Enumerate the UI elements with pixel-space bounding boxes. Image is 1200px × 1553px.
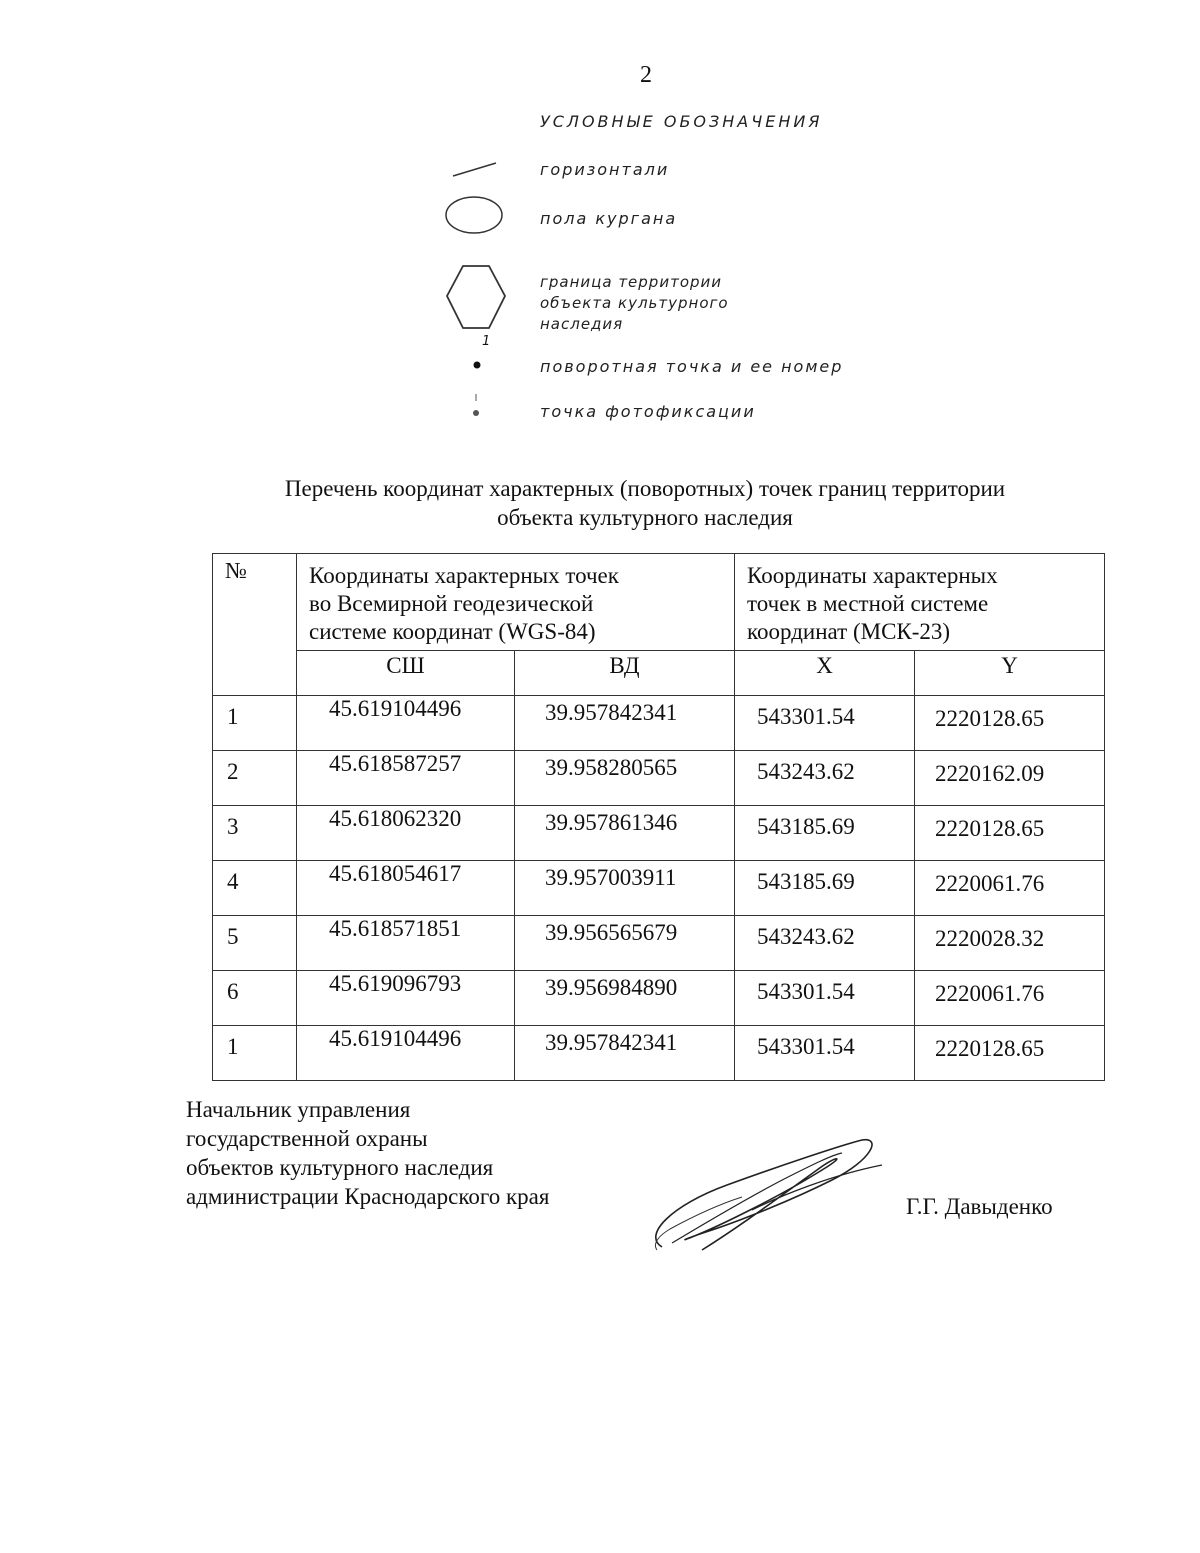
table-row bbox=[213, 696, 1105, 751]
cell-y: 2220028.32 bbox=[915, 916, 1105, 971]
cell-y: 2220128.65 bbox=[915, 806, 1105, 861]
cell-x: 543185.69 bbox=[735, 806, 915, 861]
cell-longitude: 39.958280565 bbox=[515, 751, 735, 806]
cell-number: 1 bbox=[213, 1026, 297, 1081]
header-number: № bbox=[213, 554, 297, 696]
cell-latitude: 45.619096793 bbox=[297, 971, 515, 1026]
table-row bbox=[213, 751, 1105, 806]
legend-label-photo-point: точка фотофиксации bbox=[540, 402, 756, 421]
cell-latitude: 45.618571851 bbox=[297, 916, 515, 971]
cell-y: 2220128.65 bbox=[915, 696, 1105, 751]
wgs-header-line: Координаты характерных точек bbox=[309, 563, 619, 588]
cell-longitude: 39.956984890 bbox=[515, 971, 735, 1026]
header-y: Y bbox=[915, 651, 1105, 696]
turning-point-number: 1 bbox=[482, 334, 491, 349]
cell-y: 2220128.65 bbox=[915, 1026, 1105, 1081]
cell-latitude: 45.618587257 bbox=[297, 751, 515, 806]
table-subheader-row bbox=[213, 651, 1105, 696]
cell-latitude: 45.619104496 bbox=[297, 1026, 515, 1081]
handwritten-signature bbox=[632, 1125, 902, 1265]
page-number: 2 bbox=[640, 62, 652, 88]
boundary-label-line-2: объекта культурного bbox=[540, 294, 729, 312]
mound-ellipse-icon bbox=[442, 193, 506, 237]
cell-x: 543301.54 bbox=[735, 696, 915, 751]
table-row bbox=[213, 916, 1105, 971]
boundary-label-line-1: граница территории bbox=[540, 273, 723, 291]
heading-line-1: Перечень координат характерных (поворотных) точек границ территории bbox=[284, 476, 1006, 501]
header-msk23-group bbox=[735, 554, 1105, 651]
wgs-header-line: системе координат (WGS-84) bbox=[309, 619, 596, 644]
contour-line-icon bbox=[450, 160, 500, 180]
coordinates-heading bbox=[200, 474, 1090, 532]
signatory-title-line: администрации Краснодарского края bbox=[186, 1184, 550, 1209]
cell-latitude: 45.619104496 bbox=[297, 696, 515, 751]
cell-longitude: 39.957861346 bbox=[515, 806, 735, 861]
cell-x: 543243.62 bbox=[735, 751, 915, 806]
msk-header-line: Координаты характерных bbox=[747, 563, 998, 588]
header-wgs84-group bbox=[297, 554, 735, 651]
signatory-title-line: объектов культурного наследия bbox=[186, 1155, 494, 1180]
cell-longitude: 39.956565679 bbox=[515, 916, 735, 971]
signatory-title-line: Начальник управления bbox=[186, 1097, 411, 1122]
table-header-row bbox=[213, 554, 1105, 651]
turning-point-icon bbox=[470, 358, 484, 372]
cell-x: 543301.54 bbox=[735, 971, 915, 1026]
legend-title: УСЛОВНЫЕ ОБОЗНАЧЕНИЯ bbox=[540, 112, 823, 131]
photo-point-icon bbox=[469, 392, 483, 422]
signatory-name: Г.Г. Давыденко bbox=[906, 1194, 1053, 1219]
cell-latitude: 45.618054617 bbox=[297, 861, 515, 916]
cell-longitude: 39.957842341 bbox=[515, 1026, 735, 1081]
legend-label-contours: горизонтали bbox=[540, 160, 670, 179]
cell-x: 543243.62 bbox=[735, 916, 915, 971]
cell-longitude: 39.957842341 bbox=[515, 696, 735, 751]
cell-number: 6 bbox=[213, 971, 297, 1026]
boundary-label-line-3: наследия bbox=[540, 315, 624, 333]
msk-header-line: координат (МСК-23) bbox=[747, 619, 951, 644]
cell-y: 2220061.76 bbox=[915, 861, 1105, 916]
cell-number: 4 bbox=[213, 861, 297, 916]
cell-number: 5 bbox=[213, 916, 297, 971]
cell-x: 543185.69 bbox=[735, 861, 915, 916]
coordinates-table-body bbox=[213, 696, 1105, 1081]
table-row bbox=[213, 861, 1105, 916]
legend-label-turning-point: поворотная точка и ее номер bbox=[540, 357, 844, 376]
table-row bbox=[213, 806, 1105, 861]
heading-line-2: объекта культурного наследия bbox=[497, 505, 793, 530]
hexagon-boundary-icon bbox=[443, 262, 509, 332]
cell-number: 1 bbox=[213, 696, 297, 751]
cell-number: 2 bbox=[213, 751, 297, 806]
header-latitude: СШ bbox=[297, 651, 515, 696]
cell-x: 543301.54 bbox=[735, 1026, 915, 1081]
cell-y: 2220162.09 bbox=[915, 751, 1105, 806]
signatory-title bbox=[186, 1095, 549, 1211]
msk-header-line: точек в местной системе bbox=[747, 591, 989, 616]
cell-y: 2220061.76 bbox=[915, 971, 1105, 1026]
cell-longitude: 39.957003911 bbox=[515, 861, 735, 916]
table-row bbox=[213, 1026, 1105, 1081]
table-row bbox=[213, 971, 1105, 1026]
header-x: X bbox=[735, 651, 915, 696]
signatory-title-line: государственной охраны bbox=[186, 1126, 428, 1151]
wgs-header-line: во Всемирной геодезической bbox=[309, 591, 594, 616]
cell-number: 3 bbox=[213, 806, 297, 861]
legend-label-mound: пола кургана bbox=[540, 209, 678, 228]
coordinates-table bbox=[212, 553, 1105, 1081]
legend-label-boundary bbox=[540, 272, 800, 335]
cell-latitude: 45.618062320 bbox=[297, 806, 515, 861]
header-longitude: ВД bbox=[515, 651, 735, 696]
